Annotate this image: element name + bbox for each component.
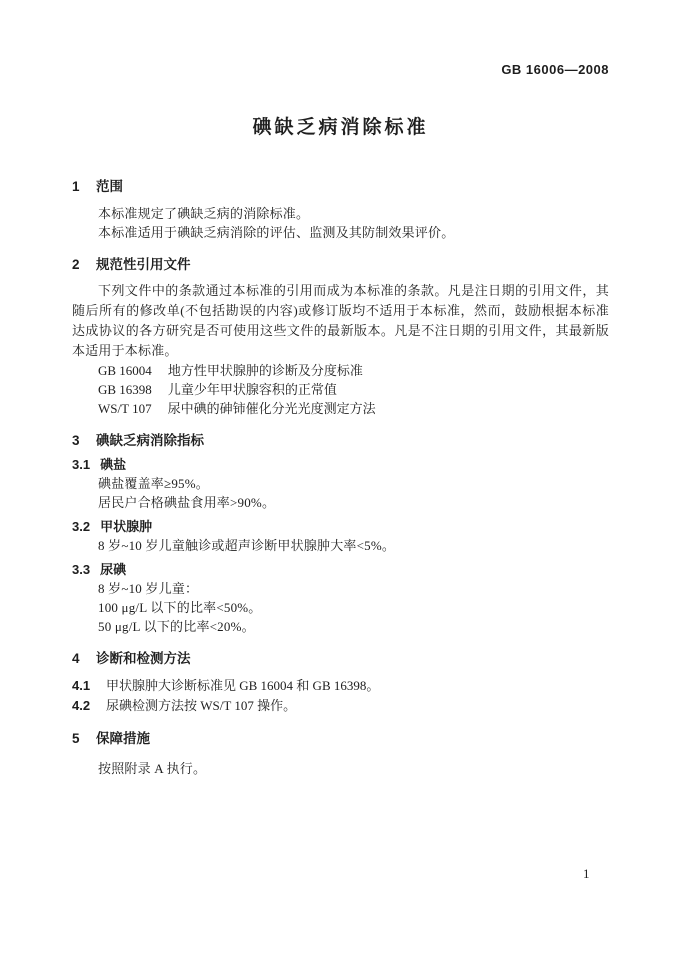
section-2-number: 2 [72,257,80,272]
reference-title: 儿童少年甲状腺容积的正常值 [167,382,337,397]
section-5-paragraph: 按照附录 A 执行。 [98,761,207,776]
subsection-3-3-line: 100 μg/L 以下的比率<50%。 [98,600,262,615]
section-5-title: 保障措施 [96,731,150,746]
reference-item [72,380,609,399]
clause-4-1-number: 4.1 [72,678,91,693]
clause-4-2-text: 尿碘检测方法按 WS/T 107 操作。 [106,698,297,713]
section-2-heading [72,255,609,274]
section-4-heading [72,649,609,668]
subsection-3-1-line: 居民户合格碘盐食用率>90%。 [98,495,276,510]
clause-4-1 [72,676,609,696]
clause-4-2-number: 4.2 [72,698,91,713]
section-4-title: 诊断和检测方法 [96,651,191,666]
reference-item [72,399,609,418]
reference-code: WS/T 107 [98,401,152,416]
section-1-number: 1 [72,179,80,194]
reference-code: GB 16004 [98,363,152,378]
subsection-3-2-heading [72,517,609,536]
reference-code: GB 16398 [98,382,152,397]
subsection-3-3-title: 尿碘 [100,562,127,577]
subsection-3-3-line: 50 μg/L 以下的比率<20%。 [98,619,255,634]
section-4-number: 4 [72,651,80,666]
subsection-3-1-line: 碘盐覆盖率≥95%。 [98,476,209,491]
section-1-heading [72,177,609,196]
section-2-intro-paragraph: 下列文件中的条款通过本标准的引用而成为本标准的条款。凡是注日期的引用文件，其随后所有的修改单(不包括勘误的内容)或修订版均不适用于本标准，然而，鼓励根据本标准达成协议的各方研究是否可使用这些文件的最新版本。凡是不注日期的引用文件，其最新版本适用于本标准。 [72,283,609,358]
document-title: 碘缺乏病消除标准 [252,117,429,138]
section-5-number: 5 [72,731,80,746]
clause-4-1-text: 甲状腺肿大诊断标准见 GB 16004 和 GB 16398。 [106,678,380,693]
section-3-title: 碘缺乏病消除指标 [96,433,204,448]
page-number: 1 [583,866,590,881]
section-1-paragraph: 本标准适用于碘缺乏病消除的评估、监测及其防制效果评价。 [98,225,455,240]
subsection-3-1-title: 碘盐 [100,457,127,472]
section-5-heading [72,729,609,748]
section-1-title: 范围 [96,179,123,194]
section-3-number: 3 [72,433,80,448]
section-2-title: 规范性引用文件 [96,257,191,272]
subsection-3-1-number: 3.1 [72,457,91,472]
section-3-heading [72,431,609,450]
standard-number: GB 16006—2008 [501,62,609,77]
reference-title: 尿中碘的砷铈催化分光光度测定方法 [167,401,376,416]
subsection-3-3-number: 3.3 [72,562,91,577]
subsection-3-2-line: 8 岁~10 岁儿童触诊或超声诊断甲状腺肿大率<5%。 [98,538,396,553]
reference-title: 地方性甲状腺肿的诊断及分度标准 [167,363,363,378]
subsection-3-3-line: 8 岁~10 岁儿童： [98,581,199,596]
subsection-3-3-heading [72,560,609,579]
subsection-3-2-number: 3.2 [72,519,91,534]
clause-4-2 [72,696,609,716]
reference-item [72,361,609,380]
subsection-3-1-heading [72,455,609,474]
subsection-3-2-title: 甲状腺肿 [100,519,153,534]
section-1-paragraph: 本标准规定了碘缺乏病的消除标准。 [98,206,310,221]
